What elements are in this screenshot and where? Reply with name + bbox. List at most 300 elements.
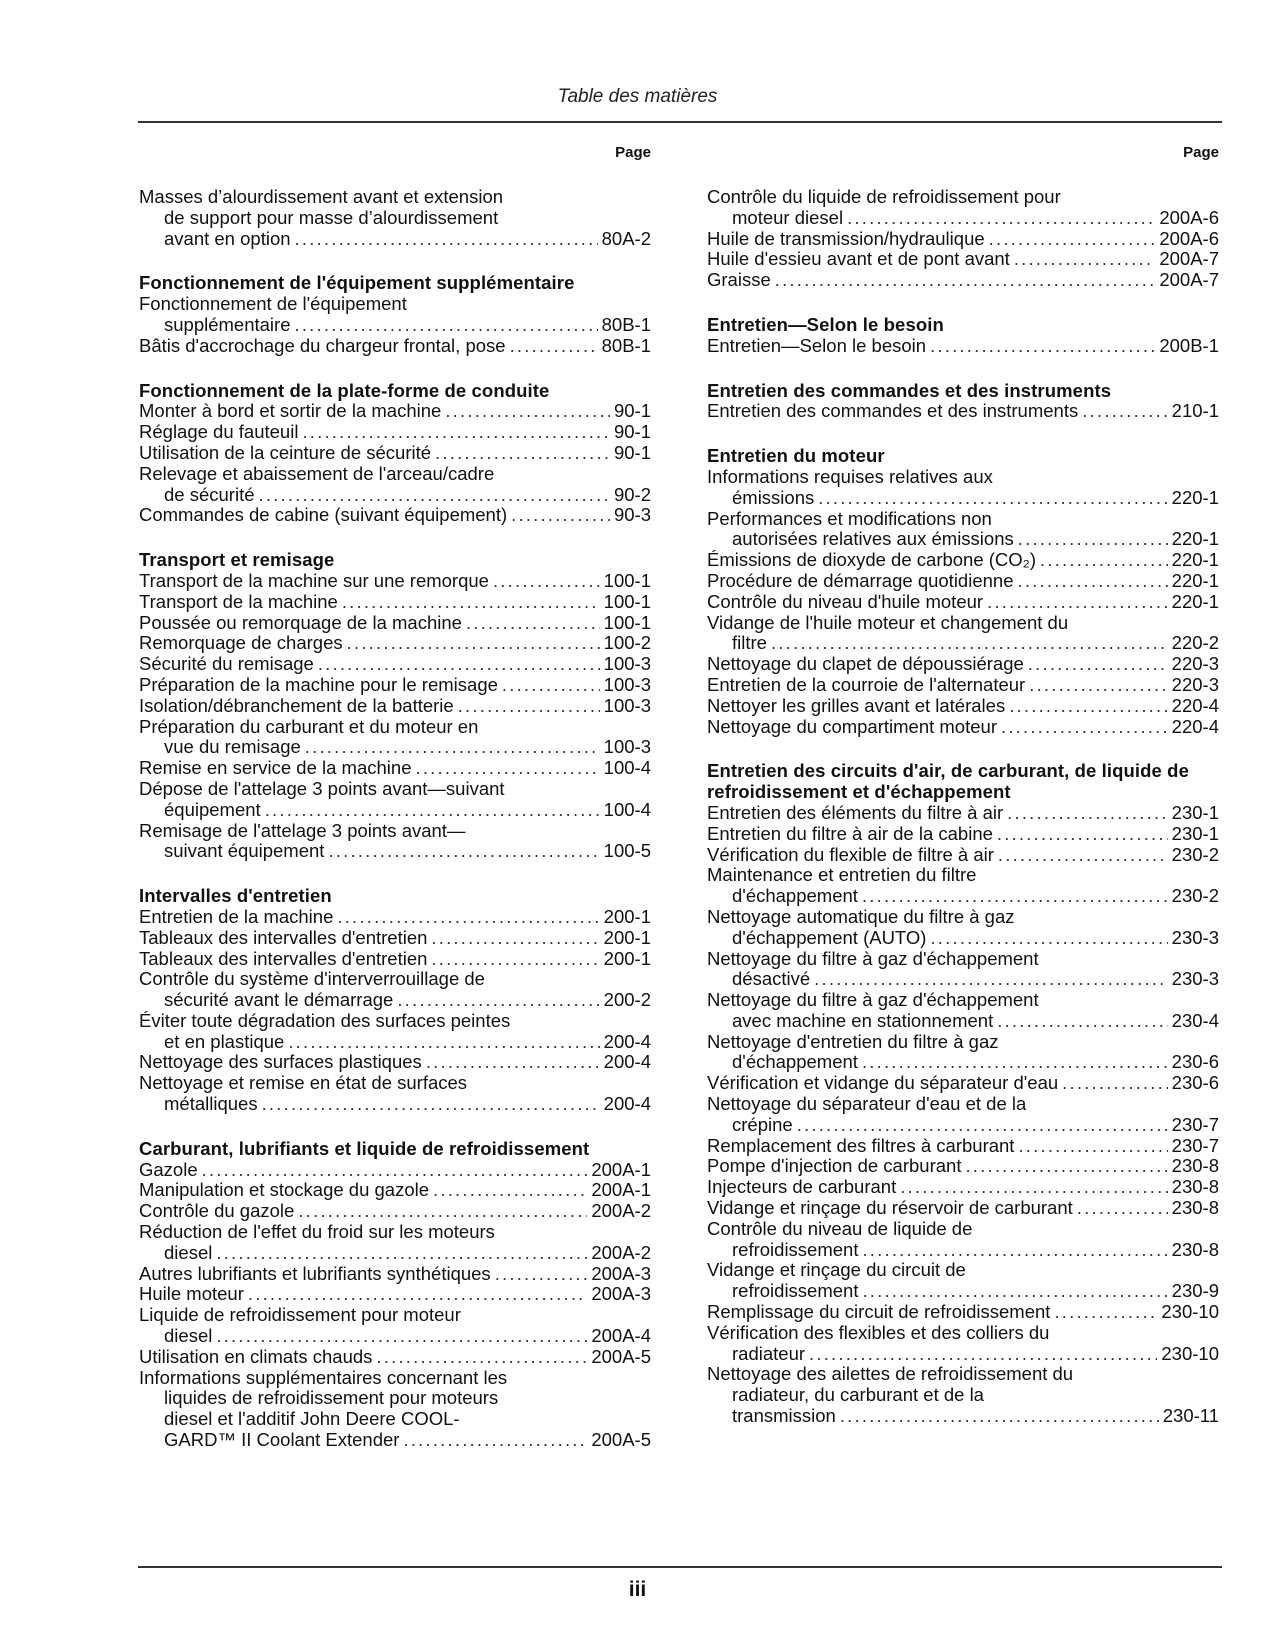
entry-text-line: Fonctionnement de l'équipement (139, 293, 407, 315)
dot-leader (458, 696, 600, 717)
toc-entry[interactable] (139, 821, 651, 863)
toc-entry[interactable] (707, 1302, 1219, 1323)
toc-entry[interactable] (707, 675, 1219, 696)
entry-last-line (707, 1406, 1219, 1427)
toc-section (139, 1139, 651, 1451)
entry-last-line (707, 1240, 1219, 1261)
toc-entry[interactable] (707, 654, 1219, 675)
toc-entry[interactable] (707, 1323, 1219, 1365)
entry-text-line: Entretien des commandes et des instruments (707, 400, 1079, 422)
entry-text-line: Utilisation en climats chauds (139, 1345, 373, 1367)
entry-page-number: 200-4 (603, 1093, 651, 1115)
entry-text-line: Performances et modifications non (707, 507, 992, 529)
entry-text-line: Nettoyage du clapet de dépoussiérage (707, 653, 1024, 675)
toc-entry[interactable] (139, 717, 651, 759)
toc-entry[interactable] (139, 505, 651, 526)
toc-entry[interactable] (707, 990, 1219, 1032)
entry-text-line: Vérification et vidange du séparateur d'eau (707, 1072, 1059, 1094)
dot-leader (466, 613, 600, 634)
toc-entry[interactable] (139, 1180, 651, 1201)
entry-last-line (707, 1073, 1219, 1094)
dot-leader (998, 845, 1168, 866)
toc-entry[interactable] (139, 336, 651, 357)
entry-text-line: liquides de refroidissement pour moteurs (164, 1387, 499, 1409)
running-header-title: Table des matières (557, 86, 718, 107)
dot-leader (771, 633, 1168, 654)
entry-text-line: Contrôle du niveau d'huile moteur (707, 590, 984, 612)
entry-page-number: 230-3 (1171, 926, 1219, 948)
toc-entry[interactable] (139, 592, 651, 613)
entry-last-line (139, 800, 651, 821)
toc-entry[interactable] (707, 803, 1219, 824)
dot-leader (1082, 401, 1167, 422)
toc-entry[interactable] (707, 336, 1219, 357)
entry-last-line (139, 1347, 651, 1368)
entry-page-number: 100-5 (603, 840, 651, 862)
entry-page-number: 200A-2 (591, 1241, 651, 1263)
entry-last-line (139, 1326, 651, 1347)
entry-last-line (139, 229, 651, 250)
entry-text-line: Maintenance et entretien du filtre (707, 864, 977, 886)
entry-text-line: d'échappement (732, 1051, 858, 1073)
entry-page-number: 200A-7 (1159, 248, 1219, 270)
dot-leader (862, 1281, 1167, 1302)
toc-entry[interactable] (139, 1052, 651, 1073)
toc-entry[interactable] (139, 1201, 651, 1222)
entry-text-line: Masses d’alourdissement avant et extension (139, 186, 504, 207)
dot-leader (1062, 1073, 1168, 1094)
entry-last-line (707, 717, 1219, 738)
toc-entry[interactable] (707, 865, 1219, 907)
toc-entry[interactable] (139, 1347, 651, 1368)
entry-page-number: 230-3 (1171, 968, 1219, 990)
dot-leader (1001, 717, 1168, 738)
entry-text-line: diesel (164, 1241, 213, 1263)
entry-last-line (707, 803, 1219, 824)
toc-entry[interactable] (707, 613, 1219, 655)
entry-page-number: 230-2 (1171, 885, 1219, 907)
dot-leader (1009, 696, 1167, 717)
entry-text-line: filtre (732, 632, 767, 654)
dot-leader (900, 1177, 1167, 1198)
entry-text-line: Tableaux des intervalles d'entretien (139, 947, 428, 969)
entry-page-number: 100-3 (603, 736, 651, 758)
page-column-label: Page (615, 144, 651, 161)
toc-entry[interactable] (707, 270, 1219, 291)
toc-section (139, 381, 651, 527)
toc-entry[interactable] (139, 1305, 651, 1347)
entry-page-number: 200A-3 (591, 1283, 651, 1305)
entry-page-number: 100-1 (603, 569, 651, 591)
dot-leader (1007, 803, 1168, 824)
entry-text-line: émissions (732, 486, 815, 508)
toc-entry[interactable] (139, 1011, 651, 1053)
toc-entry[interactable] (139, 633, 651, 654)
entry-last-line (707, 1177, 1219, 1198)
toc-section (707, 187, 1219, 291)
section-heading: Fonctionnement de l'équipement supplémentaire (139, 272, 575, 294)
entry-last-line (139, 1032, 651, 1053)
section-heading: Transport et remisage (139, 549, 335, 571)
toc-entry[interactable] (707, 187, 1219, 229)
dot-leader (298, 1201, 587, 1222)
dot-leader (328, 841, 599, 862)
toc-entry[interactable] (707, 401, 1219, 422)
entry-text-line: radiateur, du carburant et de la (732, 1384, 984, 1406)
entry-page-number: 220-4 (1171, 715, 1219, 737)
entry-text-line: Poussée ou remorquage de la machine (139, 611, 462, 633)
dot-leader (302, 422, 610, 443)
entry-text-line: de sécurité (164, 483, 255, 505)
page-column-label: Page (1183, 144, 1219, 161)
entry-last-line (139, 737, 651, 758)
dot-leader (433, 1180, 587, 1201)
dot-leader (502, 675, 600, 696)
entry-page-number: 200A-6 (1159, 206, 1219, 228)
toc-entry[interactable] (139, 696, 651, 717)
entry-last-line (139, 1243, 651, 1264)
dot-leader (403, 1430, 587, 1451)
toc-entry[interactable] (707, 1198, 1219, 1219)
entry-last-line (139, 928, 651, 949)
dot-leader (511, 505, 610, 526)
entry-page-number: 200A-1 (591, 1179, 651, 1201)
entry-last-line (139, 571, 651, 592)
dot-leader (431, 949, 599, 970)
toc-section (139, 187, 651, 249)
section-heading: Intervalles d'entretien (139, 885, 332, 907)
toc-entry[interactable] (707, 1219, 1219, 1261)
toc-entry[interactable] (139, 613, 651, 634)
entry-last-line (707, 249, 1219, 270)
dot-leader (1029, 675, 1167, 696)
toc-entry[interactable] (139, 1368, 651, 1451)
dot-leader (288, 1032, 599, 1053)
entry-page-number: 200-1 (603, 926, 651, 948)
dot-leader (797, 1115, 1168, 1136)
header-rule (138, 121, 1222, 123)
entry-page-number: 100-2 (603, 632, 651, 654)
dot-leader (262, 1094, 600, 1115)
entry-last-line (707, 1011, 1219, 1032)
toc-entry[interactable] (707, 1364, 1219, 1426)
entry-text-line: Remise en service de la machine (139, 757, 412, 779)
dot-leader (989, 229, 1156, 250)
toc-entry[interactable] (707, 824, 1219, 845)
entry-last-line (707, 886, 1219, 907)
entry-page-number: 230-1 (1171, 822, 1219, 844)
entry-text-line: Nettoyage du filtre à gaz d'échappement (707, 989, 1039, 1011)
entry-text-line: Pompe d'injection de carburant (707, 1155, 962, 1177)
entry-text-line: diesel et l'additif John Deere COOL- (164, 1408, 460, 1430)
entry-last-line (139, 841, 651, 862)
dot-leader (930, 928, 1167, 949)
entry-page-number: 200A-6 (1159, 227, 1219, 249)
toc-entry[interactable] (139, 187, 651, 249)
dot-leader (1028, 654, 1168, 675)
dot-leader (840, 1406, 1159, 1427)
entry-text-line: Réduction de l'effet du froid sur les moteurs (139, 1221, 495, 1243)
entry-last-line (707, 969, 1219, 990)
entry-last-line (139, 1052, 651, 1073)
entry-page-number: 220-4 (1171, 694, 1219, 716)
entry-last-line (707, 928, 1219, 949)
dot-leader (216, 1326, 587, 1347)
entry-last-line (707, 1052, 1219, 1073)
dot-leader (862, 1240, 1167, 1261)
toc-entry[interactable] (707, 229, 1219, 250)
entry-text-line: Préparation du carburant et du moteur en (139, 715, 479, 737)
toc-entry[interactable] (139, 1284, 651, 1305)
toc-entry[interactable] (139, 949, 651, 970)
toc-entry[interactable] (707, 571, 1219, 592)
entry-last-line (707, 654, 1219, 675)
dot-leader (435, 443, 610, 464)
dot-leader (216, 1243, 587, 1264)
toc-entry[interactable] (139, 464, 651, 506)
dot-leader (862, 1052, 1168, 1073)
toc-entry[interactable] (139, 675, 651, 696)
entry-text-line: désactivé (732, 968, 811, 990)
dot-leader (397, 990, 599, 1011)
dot-leader (495, 1264, 588, 1285)
entry-last-line (139, 485, 651, 506)
entry-last-line (139, 633, 651, 654)
entry-last-line (139, 336, 651, 357)
toc-entry[interactable] (139, 758, 651, 779)
entry-last-line (139, 696, 651, 717)
toc-sections (707, 187, 1219, 1427)
dot-leader (376, 1347, 587, 1368)
toc-section (707, 446, 1219, 737)
toc-entry[interactable] (139, 1160, 651, 1181)
dot-leader (965, 1156, 1167, 1177)
entry-page-number: 230-9 (1171, 1280, 1219, 1302)
entry-page-number: 200A-3 (591, 1262, 651, 1284)
entry-text-line: Nettoyage du séparateur d'eau et de la (707, 1093, 1027, 1115)
entry-page-number: 230-7 (1171, 1113, 1219, 1135)
entry-text-line: Procédure de démarrage quotidienne (707, 569, 1014, 591)
toc-entry[interactable] (707, 467, 1219, 509)
toc-entry[interactable] (707, 592, 1219, 613)
entry-last-line (707, 1198, 1219, 1219)
dot-leader (431, 928, 599, 949)
entry-text-line: vue du remisage (164, 736, 301, 758)
entry-text-line: moteur diesel (732, 206, 844, 228)
toc-entry[interactable] (139, 969, 651, 1011)
dot-leader (930, 336, 1155, 357)
entry-text-line: avant en option (164, 227, 291, 249)
dot-leader (342, 592, 600, 613)
entry-last-line (139, 1094, 651, 1115)
dot-leader (997, 1011, 1167, 1032)
toc-entry[interactable] (139, 1222, 651, 1264)
entry-page-number: 100-3 (603, 694, 651, 716)
entry-text-line: GARD™ II Coolant Extender (164, 1429, 400, 1451)
entry-text-line: sécurité avant le démarrage (164, 989, 394, 1011)
entry-text-line: Huile d'essieu avant et de pont avant (707, 248, 1010, 270)
entry-last-line (707, 1156, 1219, 1177)
entry-text-line: Entretien du filtre à air de la cabine (707, 822, 993, 844)
dot-leader (305, 737, 600, 758)
dot-leader (265, 800, 600, 821)
entry-page-number: 210-1 (1171, 400, 1219, 422)
entry-page-number: 90-1 (613, 400, 651, 422)
toc-entry[interactable] (139, 907, 651, 928)
toc-entry[interactable] (139, 1264, 651, 1285)
dot-leader (997, 824, 1168, 845)
entry-last-line (707, 571, 1219, 592)
entry-text-line: Éviter toute dégradation des surfaces peintes (139, 1009, 511, 1031)
entry-page-number: 90-2 (613, 483, 651, 505)
toc-section (707, 381, 1219, 423)
toc-entry[interactable] (707, 907, 1219, 949)
entry-page-number: 90-1 (613, 421, 651, 443)
toc-entry[interactable] (707, 1260, 1219, 1302)
entry-last-line (139, 422, 651, 443)
toc-section (139, 273, 651, 356)
toc-entry[interactable] (139, 571, 651, 592)
toc-entry[interactable] (139, 401, 651, 422)
entry-last-line (707, 208, 1219, 229)
toc-entry[interactable] (707, 509, 1219, 551)
toc-entry[interactable] (139, 654, 651, 675)
entry-text-line: Autres lubrifiants et lubrifiants synthétiques (139, 1262, 491, 1284)
toc-column-left (139, 143, 651, 1475)
dot-leader (1014, 249, 1156, 270)
toc-entry[interactable] (707, 1177, 1219, 1198)
entry-text-line: Nettoyer les grilles avant et latérales (707, 694, 1006, 716)
toc-entry[interactable] (707, 1094, 1219, 1136)
toc-section (139, 550, 651, 862)
toc-entry[interactable] (707, 696, 1219, 717)
entry-last-line (139, 315, 651, 336)
entry-text-line: diesel (164, 1325, 213, 1347)
entry-page-number: 220-1 (1171, 528, 1219, 550)
entry-page-number: 230-8 (1171, 1197, 1219, 1219)
dot-leader (818, 488, 1167, 509)
section-heading: Carburant, lubrifiants et liquide de refroidissement (139, 1137, 590, 1159)
entry-page-number: 220-3 (1171, 673, 1219, 695)
entry-text-line: Manipulation et stockage du gazole (139, 1179, 430, 1201)
toc-entry[interactable] (707, 1156, 1219, 1177)
entry-text-line: autorisées relatives aux émissions (732, 528, 1014, 550)
toc-section (707, 761, 1219, 1427)
entry-page-number: 230-10 (1161, 1342, 1219, 1364)
dot-leader (1040, 550, 1168, 571)
entry-last-line (139, 1160, 651, 1181)
entry-last-line (139, 592, 651, 613)
entry-text-line: radiateur (732, 1342, 806, 1364)
entry-text-line: Contrôle du système d'interverrouillage de (139, 968, 485, 990)
entry-text-line: métalliques (164, 1093, 258, 1115)
dot-leader (445, 401, 610, 422)
toc-entry[interactable] (707, 249, 1219, 270)
toc-entry[interactable] (707, 1136, 1219, 1157)
toc-entry[interactable] (707, 550, 1219, 571)
entry-page-number: 230-8 (1171, 1238, 1219, 1260)
entry-text-line: Dépose de l'attelage 3 points avant—suivant (139, 777, 505, 799)
entry-text-line: supplémentaire (164, 313, 291, 335)
page-number: iii (628, 1578, 647, 1601)
entry-text-line: Graisse (707, 269, 771, 291)
entry-text-line: refroidissement (732, 1238, 859, 1260)
entry-last-line (707, 1302, 1219, 1323)
entry-last-line (139, 1284, 651, 1305)
toc-entry[interactable] (707, 949, 1219, 991)
entry-page-number: 100-4 (603, 757, 651, 779)
entry-page-number: 80B-1 (601, 334, 651, 356)
entry-last-line (139, 1264, 651, 1285)
entry-page-number: 220-2 (1171, 632, 1219, 654)
toc-entry[interactable] (139, 779, 651, 821)
toc-entry[interactable] (139, 294, 651, 336)
section-heading: Fonctionnement de la plate-forme de conduite (139, 379, 550, 401)
section-heading: Entretien des commandes et des instruments (707, 379, 1112, 401)
entry-text-line: Commandes de cabine (suivant équipement) (139, 504, 508, 526)
entry-last-line (139, 1201, 651, 1222)
entry-text-line: Informations requises relatives aux (707, 465, 993, 487)
entry-text-line: Nettoyage automatique du filtre à gaz (707, 905, 1015, 927)
entry-text-line: Informations supplémentaires concernant les (139, 1366, 508, 1388)
toc-entry[interactable] (139, 928, 651, 949)
entry-last-line (139, 654, 651, 675)
toc-entry[interactable] (139, 443, 651, 464)
entry-text-line: Relevage et abaissement de l'arceau/cadre (139, 462, 495, 484)
dot-leader (493, 571, 600, 592)
entry-text-line: Vidange et rinçage du circuit de (707, 1259, 966, 1281)
entry-page-number: 230-2 (1171, 843, 1219, 865)
entry-page-number: 200A-5 (591, 1429, 651, 1451)
entry-text-line: Huile moteur (139, 1283, 244, 1305)
entry-last-line (139, 907, 651, 928)
toc-entry[interactable] (707, 717, 1219, 738)
dot-leader (510, 336, 598, 357)
entry-page-number: 200-2 (603, 989, 651, 1011)
entry-last-line (139, 758, 651, 779)
entry-text-line: Entretien des éléments du filtre à air (707, 801, 1004, 823)
entry-text-line: Nettoyage des ailettes de refroidissement du (707, 1363, 1074, 1385)
dot-leader (295, 315, 598, 336)
entry-text-line: Vidange de l'huile moteur et changement du (707, 611, 1069, 633)
entry-last-line (707, 1281, 1219, 1302)
dot-leader (202, 1160, 588, 1181)
entry-text-line: d'échappement (732, 885, 858, 907)
entry-text-line: Remplacement des filtres à carburant (707, 1134, 1015, 1156)
dot-leader (847, 208, 1155, 229)
entry-text-line: transmission (732, 1405, 836, 1427)
toc-entry[interactable] (139, 422, 651, 443)
toc-entry[interactable] (707, 1073, 1219, 1094)
toc-entry[interactable] (707, 845, 1219, 866)
entry-page-number: 220-1 (1171, 549, 1219, 571)
dot-leader (1018, 571, 1168, 592)
dot-leader (987, 592, 1168, 613)
entry-page-number: 230-6 (1171, 1072, 1219, 1094)
entry-text-line: équipement (164, 798, 261, 820)
entry-text-line: Émissions de dioxyde de carbone (CO₂) (707, 549, 1037, 571)
entry-page-number: 220-1 (1171, 590, 1219, 612)
toc-entry[interactable] (139, 1073, 651, 1115)
entry-text-line: Préparation de la machine pour le remisage (139, 673, 498, 695)
entry-last-line (707, 270, 1219, 291)
entry-text-line: Remorquage de charges (139, 632, 343, 654)
entry-page-number: 200A-2 (591, 1200, 651, 1222)
dot-leader (248, 1284, 587, 1305)
toc-entry[interactable] (707, 1032, 1219, 1074)
entry-text-line: Contrôle du niveau de liquide de (707, 1217, 973, 1239)
entry-last-line (707, 675, 1219, 696)
